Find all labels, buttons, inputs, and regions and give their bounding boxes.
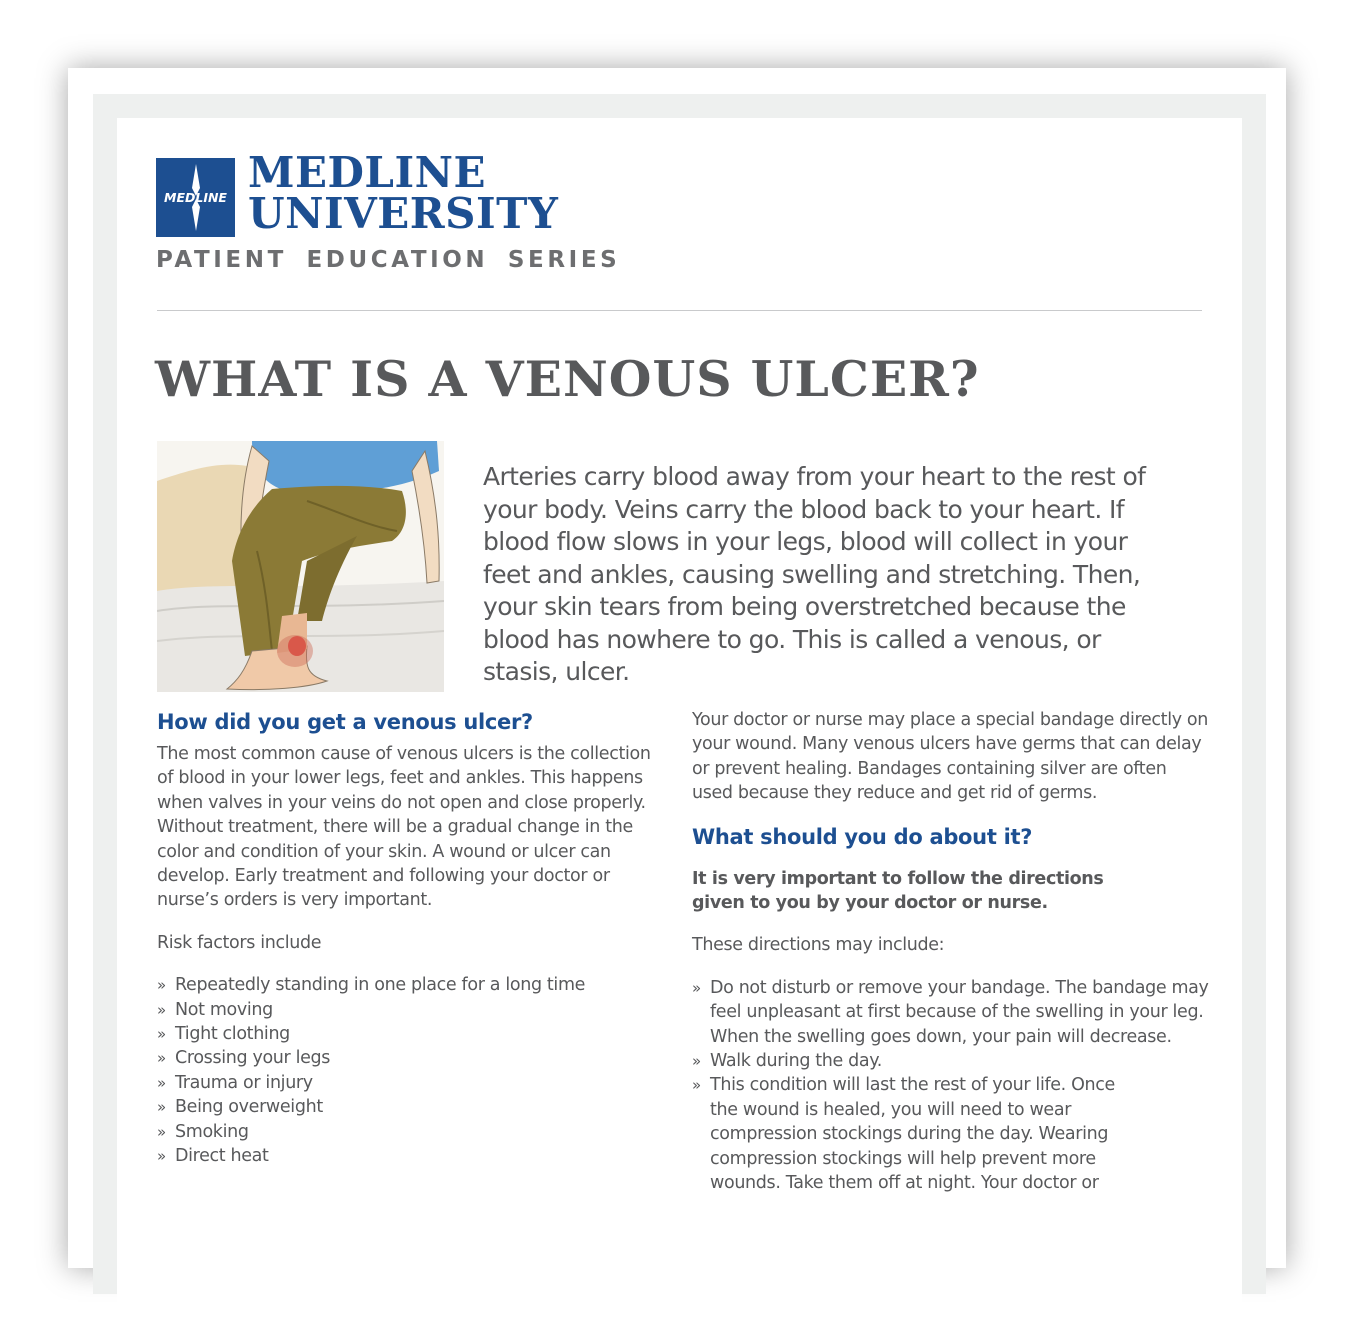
list-item-text: This condition will last the rest of your life. Once the wound is healed, you will need to wear compression stockings during the day. Wearing compression stockings will help prevent more wounds. Take them off at night. Your doctor or xyxy=(710,1075,1115,1194)
leg-ulcer-illustration-icon xyxy=(157,441,444,692)
risk-intro: Risk factors include xyxy=(157,932,322,953)
bullet-icon: » xyxy=(157,1073,166,1092)
list-item xyxy=(157,1095,657,1119)
action-heading: What should you do about it? xyxy=(692,824,1033,849)
brand-name xyxy=(248,148,559,238)
bullet-icon: » xyxy=(157,1000,166,1019)
bullet-icon: » xyxy=(157,1122,166,1141)
bullet-icon: » xyxy=(157,1025,166,1044)
list-item xyxy=(157,1071,657,1095)
right-column xyxy=(692,708,1212,1196)
document-frame xyxy=(93,94,1266,1294)
list-item-text: Crossing your legs xyxy=(175,1048,331,1069)
brand-line-1: MEDLINE xyxy=(248,148,487,197)
bullet-icon: » xyxy=(157,1049,166,1068)
document-page xyxy=(117,118,1242,1318)
list-item xyxy=(692,1073,1125,1195)
list-item-text: Not moving xyxy=(175,999,273,1020)
list-item xyxy=(157,1046,657,1070)
list-item-text: Being overweight xyxy=(175,1097,323,1118)
document-sheet xyxy=(68,68,1286,1268)
list-item xyxy=(157,1120,657,1144)
directions-intro: These directions may include: xyxy=(692,935,945,956)
list-item xyxy=(157,1144,657,1168)
brand-subtitle: PATIENT EDUCATION SERIES xyxy=(156,247,621,273)
list-item-text: Direct heat xyxy=(175,1146,269,1167)
risk-list xyxy=(157,973,657,1168)
bandage-paragraph: Your doctor or nurse may place a special bandage directly on your wound. Many venous ulcers have germs that can delay or prevent healing. Bandages containing silver are often used because they reduce and get rid of germs. xyxy=(692,710,1209,804)
bullet-icon: » xyxy=(157,1147,166,1166)
bullet-icon: » xyxy=(692,1076,701,1095)
cause-heading: How did you get a venous ulcer? xyxy=(157,710,533,734)
list-item xyxy=(157,998,657,1022)
list-item-text: Tight clothing xyxy=(175,1024,290,1045)
brand-line-2: UNIVERSITY xyxy=(248,189,559,238)
list-item-text: Repeatedly standing in one place for a long time xyxy=(175,975,586,996)
list-item-text: Trauma or injury xyxy=(175,1072,313,1093)
list-item-text: Smoking xyxy=(175,1121,249,1142)
bullet-icon: » xyxy=(692,978,701,997)
list-item xyxy=(157,1022,657,1046)
list-item-text: Do not disturb or remove your bandage. The bandage may feel unpleasant at first because of the swelling in your leg. When the swelling goes down, your pain will decrease. xyxy=(710,977,1209,1047)
list-item xyxy=(157,973,657,997)
medline-logo-icon xyxy=(156,158,235,237)
bullet-icon: » xyxy=(692,1052,701,1071)
bullet-icon: » xyxy=(157,1098,166,1117)
header-divider xyxy=(157,310,1202,311)
list-item xyxy=(692,1049,1212,1073)
directions-list xyxy=(692,976,1212,1196)
logo-text: MEDLINE xyxy=(164,190,227,205)
bullet-icon: » xyxy=(157,976,166,995)
list-item xyxy=(692,976,1212,1049)
intro-paragraph: Arteries carry blood away from your heart to the rest of your body. Veins carry the blood back to your heart. If blood flow slows in your legs, blood will collect in your feet and ankles, causing swelling and stretching. Then, your skin tears from being overstretched because the blood has nowhere to go. This is called a venous, or stasis, ulcer. xyxy=(483,462,1146,686)
cause-paragraph: The most common cause of venous ulcers is the collection of blood in your lower legs, feet and ankles. This happens when valves in your veins do not open and close properly. Without treatment, there will be a gradual change in the color and condition of your skin. A wound or ulcer can develop. Early treatment and following your doctor or nurse’s orders is very important. xyxy=(157,744,651,911)
left-column xyxy=(157,708,657,1169)
page-title: WHAT IS A VENOUS ULCER? xyxy=(155,350,980,408)
emphasis-text: It is very important to follow the directions given to you by your doctor or nurse. xyxy=(692,868,1104,914)
list-item-text: Walk during the day. xyxy=(710,1051,883,1072)
